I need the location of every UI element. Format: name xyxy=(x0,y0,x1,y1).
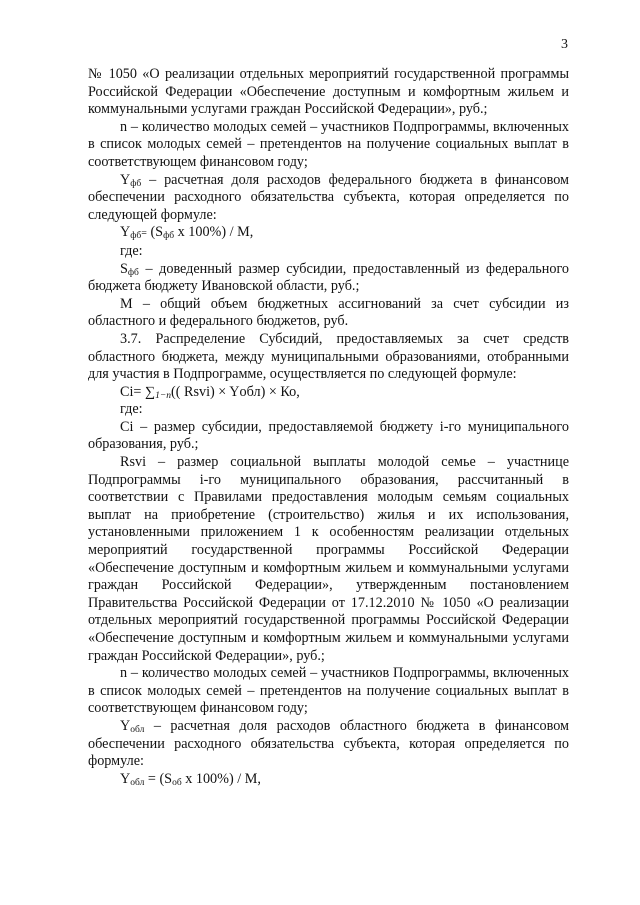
subscript-ob: об xyxy=(172,777,182,788)
paragraph-3-7: 3.7. Распределение Субсидий, предоставляемых за счет средств областного бюджета, между муниципальными образованиями, отобранными для участия в Подпрограмме, осуществляется по следующей формуле: xyxy=(88,330,569,383)
document-body xyxy=(88,66,569,788)
paragraph-law-reference-1: № 1050 «О реализации отдельных мероприятий государственной программы Российской Федерации «Обеспечение доступным и комфортным жильем и коммунальными услугами граждан Российской Федерации», руб.; xyxy=(88,66,569,118)
yfb-definition-text: – расчетная доля расходов федерального бюджета в финансовом обеспечении расходного обязательства субъекта, которая определяется по следующей формуле: xyxy=(88,171,569,223)
paragraph-sfb-definition: $S_{фб}$ – доведенный размер субсидии, предоставленный из федерального бюджета бюджету Ивановской области, руб.; xyxy=(88,260,570,295)
symbol-s: S xyxy=(120,260,128,277)
paragraph-n-definition-2: n – количество молодых семей – участников Подпрограммы, включенных в список молодых семей – претендентов на получение социальных выплат в соответствующем финансовом году; xyxy=(88,665,569,717)
sfb-definition-text: – доведенный размер субсидии, предоставленный из федерального бюджета бюджету Ивановской области, руб.; xyxy=(88,260,570,295)
sum-range: 1−n xyxy=(155,390,171,401)
formula-ci: $Ci= \sum_{1-n}$(( Rsvi) × Yобл) × Ко, xyxy=(120,383,300,401)
page-number: 3 xyxy=(561,37,568,52)
symbol-y: Y xyxy=(120,171,131,188)
subscript-obl: обл xyxy=(130,724,145,735)
paragraph-ci-definition: Ci – размер субсидии, предоставляемой бюджету i-го муниципального образования, руб.; xyxy=(88,418,569,453)
subscript-fb: фб xyxy=(130,178,142,189)
paragraph-yfb-definition xyxy=(88,172,569,225)
yobl-definition-text: – расчетная доля расходов областного бюджета в финансовом обеспечении расходного обязательства субъекта, которая определяется по формуле: xyxy=(88,717,570,770)
paragraph-rsvi-definition: Rsvi – размер социальной выплаты молодой семье – участнице Подпрограммы i-го муниципального образования, рассчитанный в соответствии с Правилами предоставления молодым семьям социальных выплат на приобретение (строительство) жилья и их использования, установленными приложением 1 к особенностям реализации отдельных мероприятий государственной программы Российской Федерации «Обеспечение доступным и комфортным жильем и коммунальными услугами граждан Российской Федерации», утвержденным постановлением Правительства Российской Федерации от 17.12.2010 № 1050 «О реализации отдельных мероприятий государственной программы Российской Федерации «Обеспечение доступным и комфортным жильем и коммунальными услугами граждан Российской Федерации», руб.; xyxy=(88,454,569,664)
formula-yfb: $Y_{фб}= (S_{фб}$ x 100%) / М, xyxy=(120,224,254,242)
where-label-2: где: xyxy=(120,401,143,418)
where-label-1: где: xyxy=(120,242,143,259)
formula-yobl: $Y_{обл} = (S_{об}$ x 100%) / М, xyxy=(120,770,261,788)
sum-symbol: ∑ xyxy=(144,383,156,400)
paragraph-n-definition-1: n – количество молодых семей – участников Подпрограммы, включенных в список молодых семей – претендентов на получение социальных выплат в соответствующем финансовом году; xyxy=(88,118,569,170)
paragraph-m-definition: М – общий объем бюджетных ассигнований за счет субсидии из областного и федерального бюджетов, руб. xyxy=(88,295,569,330)
paragraph-yobl-definition: $Y_{обл}$ – расчетная доля расходов областного бюджета в финансовом обеспечении расходного обязательства субъекта, которая определяется по формуле: xyxy=(88,717,570,770)
